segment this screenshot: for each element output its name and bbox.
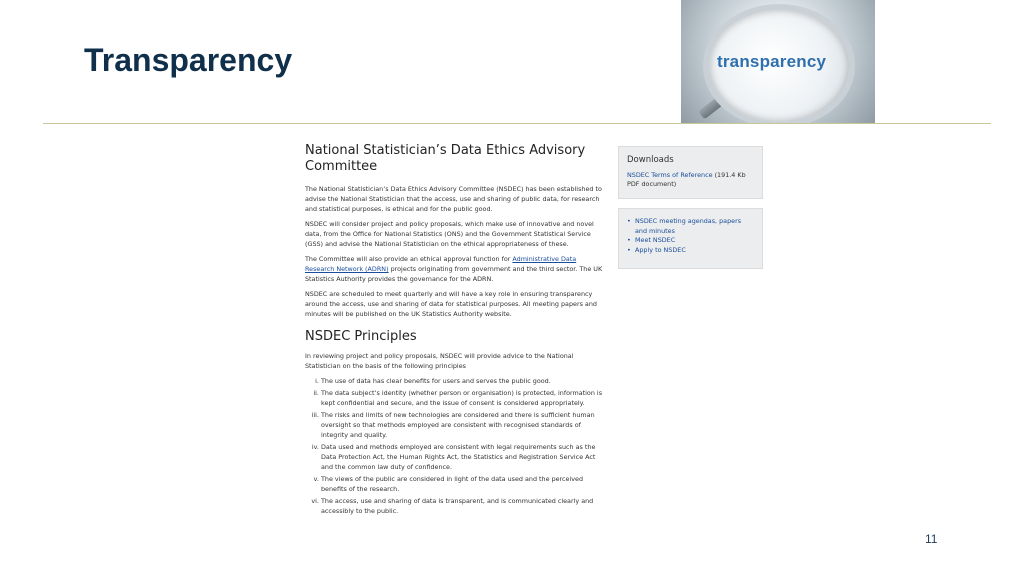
principle-item: i. The use of data has clear benefits for users and serves the public good. — [321, 376, 605, 386]
related-link-item[interactable] — [627, 217, 754, 236]
document-paragraph — [305, 254, 605, 284]
related-link-text: Meet NSDEC — [635, 236, 676, 244]
principle-item: vi. The access, use and sharing of data is transparent, and is communicated clearly and accessibly to the public. — [321, 496, 605, 516]
related-link-item[interactable] — [627, 246, 754, 256]
slide-title: Transparency — [84, 42, 293, 78]
page-number: 11 — [925, 532, 938, 546]
transparency-magnifier-image — [681, 0, 875, 123]
related-link-item[interactable] — [627, 236, 754, 246]
nsdec-document — [305, 143, 605, 518]
paragraph-text: projects originating from government and the third sector. The UK Statistics Authority provides the governance for the ADRN. — [305, 265, 603, 283]
principle-item: iv. Data used and methods employed are consistent with legal requirements such as the Data Protection Act, the Human Rights Act, the Statistics and Registration Service Act and the common law duty of confidence. — [321, 442, 605, 472]
download-link-text: NSDEC Terms of Reference — [627, 171, 713, 179]
related-link-text: Apply to NSDEC — [635, 245, 686, 254]
terms-of-reference-link[interactable] — [627, 171, 754, 189]
downloads-panel — [618, 146, 763, 199]
principles-intro: In reviewing project and policy proposals, NSDEC will provide advice to the National Statistician on the basis of the following principles — [305, 352, 574, 370]
principles-list — [305, 376, 605, 516]
principle-item: v. The views of the public are considered in light of the data used and the perceived benefits of the research. — [321, 474, 605, 494]
photo-word: transparency — [717, 52, 827, 71]
document-paragraph: NSDEC are scheduled to meet quarterly and will have a key role in ensuring transparency around the access, use and sharing of data for statistical purposes. All meeting papers and minutes will be published on the UK Statistics Authority website. — [305, 290, 597, 318]
related-links-list — [627, 217, 754, 255]
document-paragraph: NSDEC will consider project and policy proposals, which make use of innovative and novel data, from the Office for National Statistics (ONS) and the Government Statistical Service (GSS) and advise the National Statistician on the ethical appropriateness of these. — [305, 220, 594, 248]
title-divider — [43, 123, 991, 124]
document-paragraph: The National Statistician’s Data Ethics Advisory Committee (NSDEC) has been established to advise the National Statistician that the access, use and sharing of public data, for research and statistical purposes, is ethical and for the public good. — [305, 185, 602, 213]
downloads-title: Downloads — [627, 155, 674, 165]
related-link-text: NSDEC meeting agendas, papers and minutes — [635, 217, 742, 235]
download-meta: (191.4 Kb PDF document) — [627, 171, 746, 188]
related-links-panel — [618, 208, 763, 269]
paragraph-text: The Committee will also provide an ethical approval function for — [305, 255, 513, 263]
document-heading: National Statistician’s Data Ethics Advisory Committee — [305, 143, 586, 174]
principle-item: iii. The risks and limits of new technologies are considered and there is sufficient human oversight so that methods employed are consistent with recognised standards of integrity and quality. — [321, 410, 605, 440]
principles-heading: NSDEC Principles — [305, 329, 417, 344]
principle-item: ii. The data subject’s identity (whether person or organisation) is protected, information is kept confidential and secure, and the issue of consent is considered appropriately. — [321, 388, 605, 408]
adrn-link[interactable]: Administrative Data Research Network (ADRN) — [305, 255, 577, 273]
